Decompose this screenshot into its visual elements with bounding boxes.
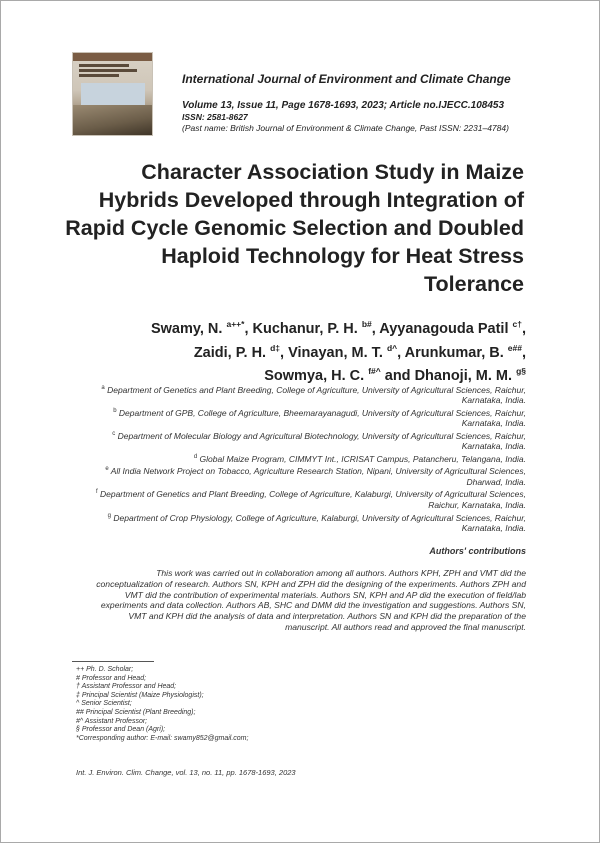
footnote: *Corresponding author: E-mail: swamy852@gmail.com; [76, 734, 249, 742]
paper-title: Character Association Study in Maize Hybrids Developed through Integration of Rapid Cycle Genomic Selection and Doubled Haploid Technology for Heat Stress Tolerance [65, 160, 524, 296]
footnote-divider [72, 661, 154, 662]
author: Arunkumar, B. $^{e\#\#}$, [404, 342, 526, 361]
past-name: (Past name: British Journal of Environment & Climate Change, Past ISSN: 2231–4784) [182, 123, 509, 133]
affiliation: $^e$ All India Network Project on Tobacco, Agriculture Research Station, Nipani, University of Agricultural Sciences, Dharwad, India. [105, 466, 526, 487]
author: Kuchanur, P. H. $^{b\#}$, [252, 319, 380, 337]
affiliation: $^f$ Department of Genetics and Plant Breeding, College of Agriculture, Kalaburgi, University of Agricultural Sciences, Raichur, Karnataka, India. [95, 489, 526, 510]
journal-cover-thumbnail [72, 52, 153, 136]
contributions-text: This work was carried out in collaboration among all authors. Authors KPH, ZPH and VMT did the conceptualization of research. Authors SN, KPH and ZPH did the designing of the experiments. Authors ZPH and VMT did the contribution of experimental materials. Authors SN, KPH and AP did the execution of field/lab experiments and data collection. Authors AB, SHC and DMM did the investigation and suggestions. Authors SN, VMT and KPH did the analysis of data and interpretation. Authors SN and KPH did the preparation of the manuscript. All authors read and approved the final manuscript. [96, 568, 526, 632]
footnotes [76, 666, 248, 743]
footnote: # Professor and Head; [76, 674, 147, 682]
author: Swamy, N. $^{a++*}$, [150, 319, 253, 337]
journal-name: International Journal of Environment and Climate Change [182, 72, 511, 86]
footnote: ++ Ph. D. Scholar; [76, 666, 134, 673]
affiliation: $^d$ Global Maize Program, CIMMYT Int., ICRISAT Campus, Patancheru, Telangana, India. [193, 453, 526, 464]
affiliation: $^g$ Department of Crop Physiology, College of Agriculture, Kalaburgi, University of Agricultural Sciences, Raichur, Karnataka, India. [107, 512, 526, 533]
volume-line: Volume 13, Issue 11, Page 1678-1693, 2023; Article no.IJECC.108453 [182, 100, 505, 111]
affiliation: $^c$ Department of Molecular Biology and Agricultural Biotechnology, University of Agricultural Sciences, Raichur, Karnataka, India. [112, 430, 526, 452]
affiliation: $^b$ Department of GPB, College of Agriculture, Bheemarayanagudi, University of Agricultural Sciences, Raichur, Karnataka, India. [113, 407, 526, 429]
author: Zaidi, P. H. $^{d\ddagger}$, [193, 342, 289, 361]
affiliations [86, 383, 526, 534]
contributions-heading: Authors' contributions [429, 546, 526, 556]
affiliation: $^a$ Department of Genetics and Plant Breeding, College of Agriculture, University of Agricultural Sciences, Raichur, Karnataka, India. [101, 384, 526, 406]
footnote: ## Principal Scientist (Plant Breeding); [76, 708, 196, 716]
author-list [56, 315, 526, 386]
issn: ISSN: 2581-8627 [182, 112, 248, 122]
author: Vinayan, M. T. $^{d\^{}}$, [288, 342, 405, 361]
author: Ayyanagouda Patil $^{c\dagger}$, [379, 319, 526, 337]
citation: Int. J. Environ. Clim. Change, vol. 13, no. 11, pp. 1678-1693, 2023 [76, 768, 296, 777]
author: Dhanoji, M. M. $^{g\S}$ [414, 366, 526, 385]
footnote: § Professor and Dean (Agri); [76, 726, 166, 734]
footnote: ^ Senior Scientist; [76, 700, 132, 708]
footnote: † Assistant Professor and Head; [76, 683, 177, 691]
author: Sowmya, H. C. $^{f\#\^{}}$ and [264, 366, 415, 385]
footnote: ‡ Principal Scientist (Maize Physiologist); [76, 691, 204, 699]
footnote: #^ Assistant Professor; [76, 717, 148, 725]
